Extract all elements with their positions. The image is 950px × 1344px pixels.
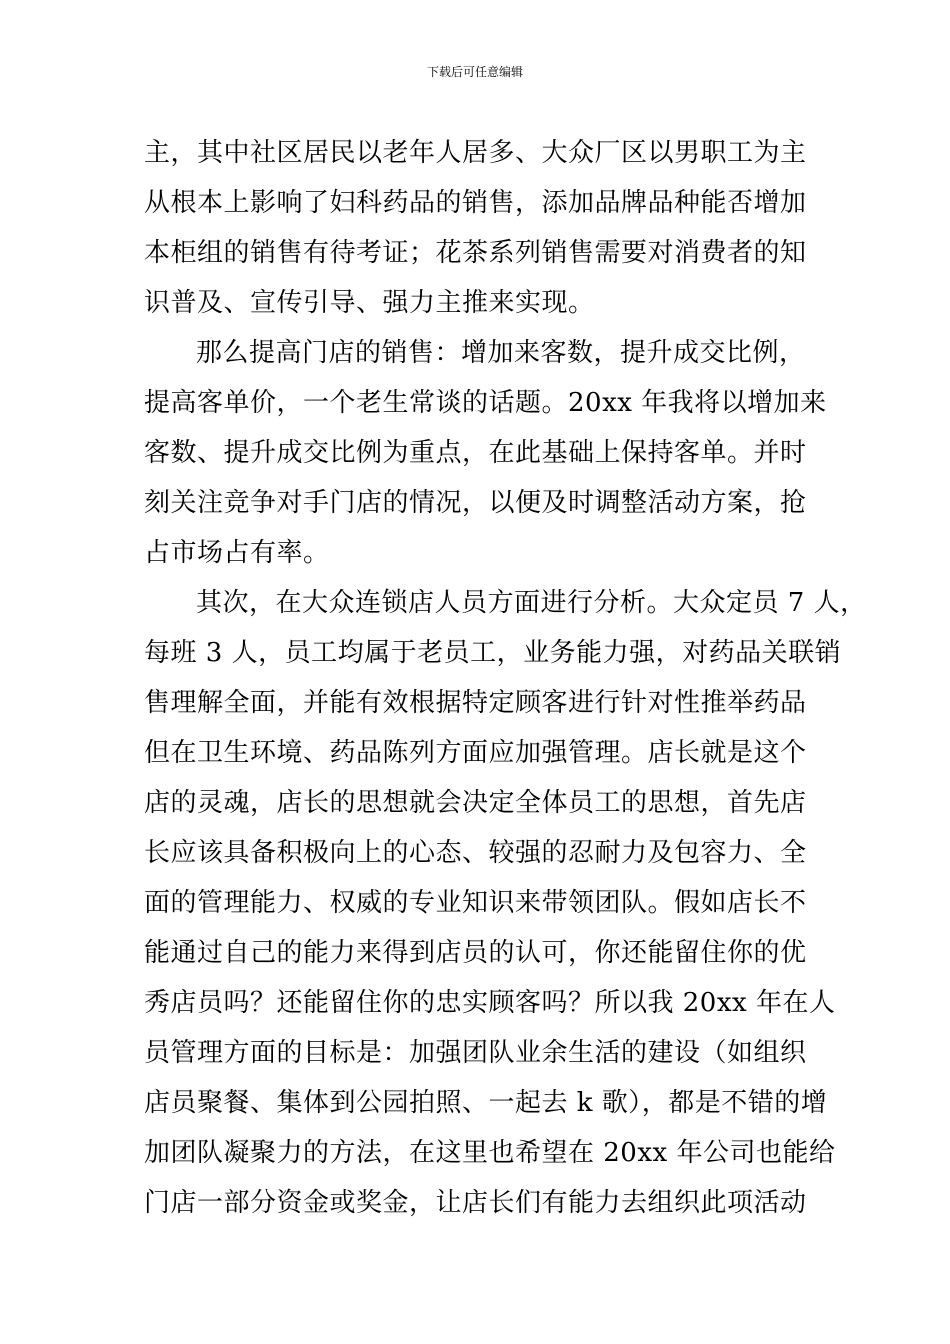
text-line: 主，其中社区居民以老年人居多、大众厂区以男职工为主 <box>144 138 807 168</box>
text-line: 刻关注竞争对手门店的情况，以便及时调整活动方案，抢 <box>144 488 807 518</box>
text-line: 秀店员吗？还能留住你的忠实顾客吗？所以我 20xx 年在人 <box>144 988 836 1018</box>
text-line: 能通过自己的能力来得到店员的认可，你还能留住你的优 <box>144 938 807 968</box>
text-line: 售理解全面，并能有效根据特定顾客进行针对性推举药品 <box>144 688 807 718</box>
text-line: 提高客单价，一个老生常谈的话题。20xx 年我将以增加来 <box>144 388 827 418</box>
text-line: 员管理方面的目标是：加强团队业余生活的建设（如组织 <box>144 1038 807 1068</box>
text-line: 店的灵魂，店长的思想就会决定全体员工的思想，首先店 <box>144 788 807 818</box>
page-header: 下载后可任意编辑 <box>426 65 523 79</box>
text-line: 那么提高门店的销售：增加来客数，提升成交比例， <box>196 338 806 368</box>
text-line: 长应该具备积极向上的心态、较强的忍耐力及包容力、全 <box>144 838 807 868</box>
text-line: 其次，在大众连锁店人员方面进行分析。大众定员 7 人， <box>196 588 867 618</box>
text-line: 占市场占有率。 <box>144 538 330 568</box>
text-line: 客数、提升成交比例为重点，在此基础上保持客单。并时 <box>144 438 807 468</box>
document-body <box>144 128 867 1228</box>
text-line: 面的管理能力、权威的专业知识来带领团队。假如店长不 <box>144 888 807 918</box>
text-line: 店员聚餐、集体到公园拍照、一起去 k 歌），都是不错的增 <box>144 1088 828 1118</box>
text-line: 本柜组的销售有待考证；花茶系列销售需要对消费者的知 <box>144 238 807 268</box>
text-line: 从根本上影响了妇科药品的销售，添加品牌品种能否增加 <box>144 188 807 218</box>
text-line: 但在卫生环境、药品陈列方面应加强管理。店长就是这个 <box>144 738 807 768</box>
text-line: 门店一部分资金或奖金，让店长们有能力去组织此项活动 <box>144 1188 807 1218</box>
text-line: 加团队凝聚力的方法，在这里也希望在 20xx 年公司也能给 <box>144 1138 836 1168</box>
text-line: 每班 3 人，员工均属于老员工，业务能力强，对药品关联销 <box>144 638 842 668</box>
text-line: 识普及、宣传引导、强力主推来实现。 <box>144 288 595 318</box>
